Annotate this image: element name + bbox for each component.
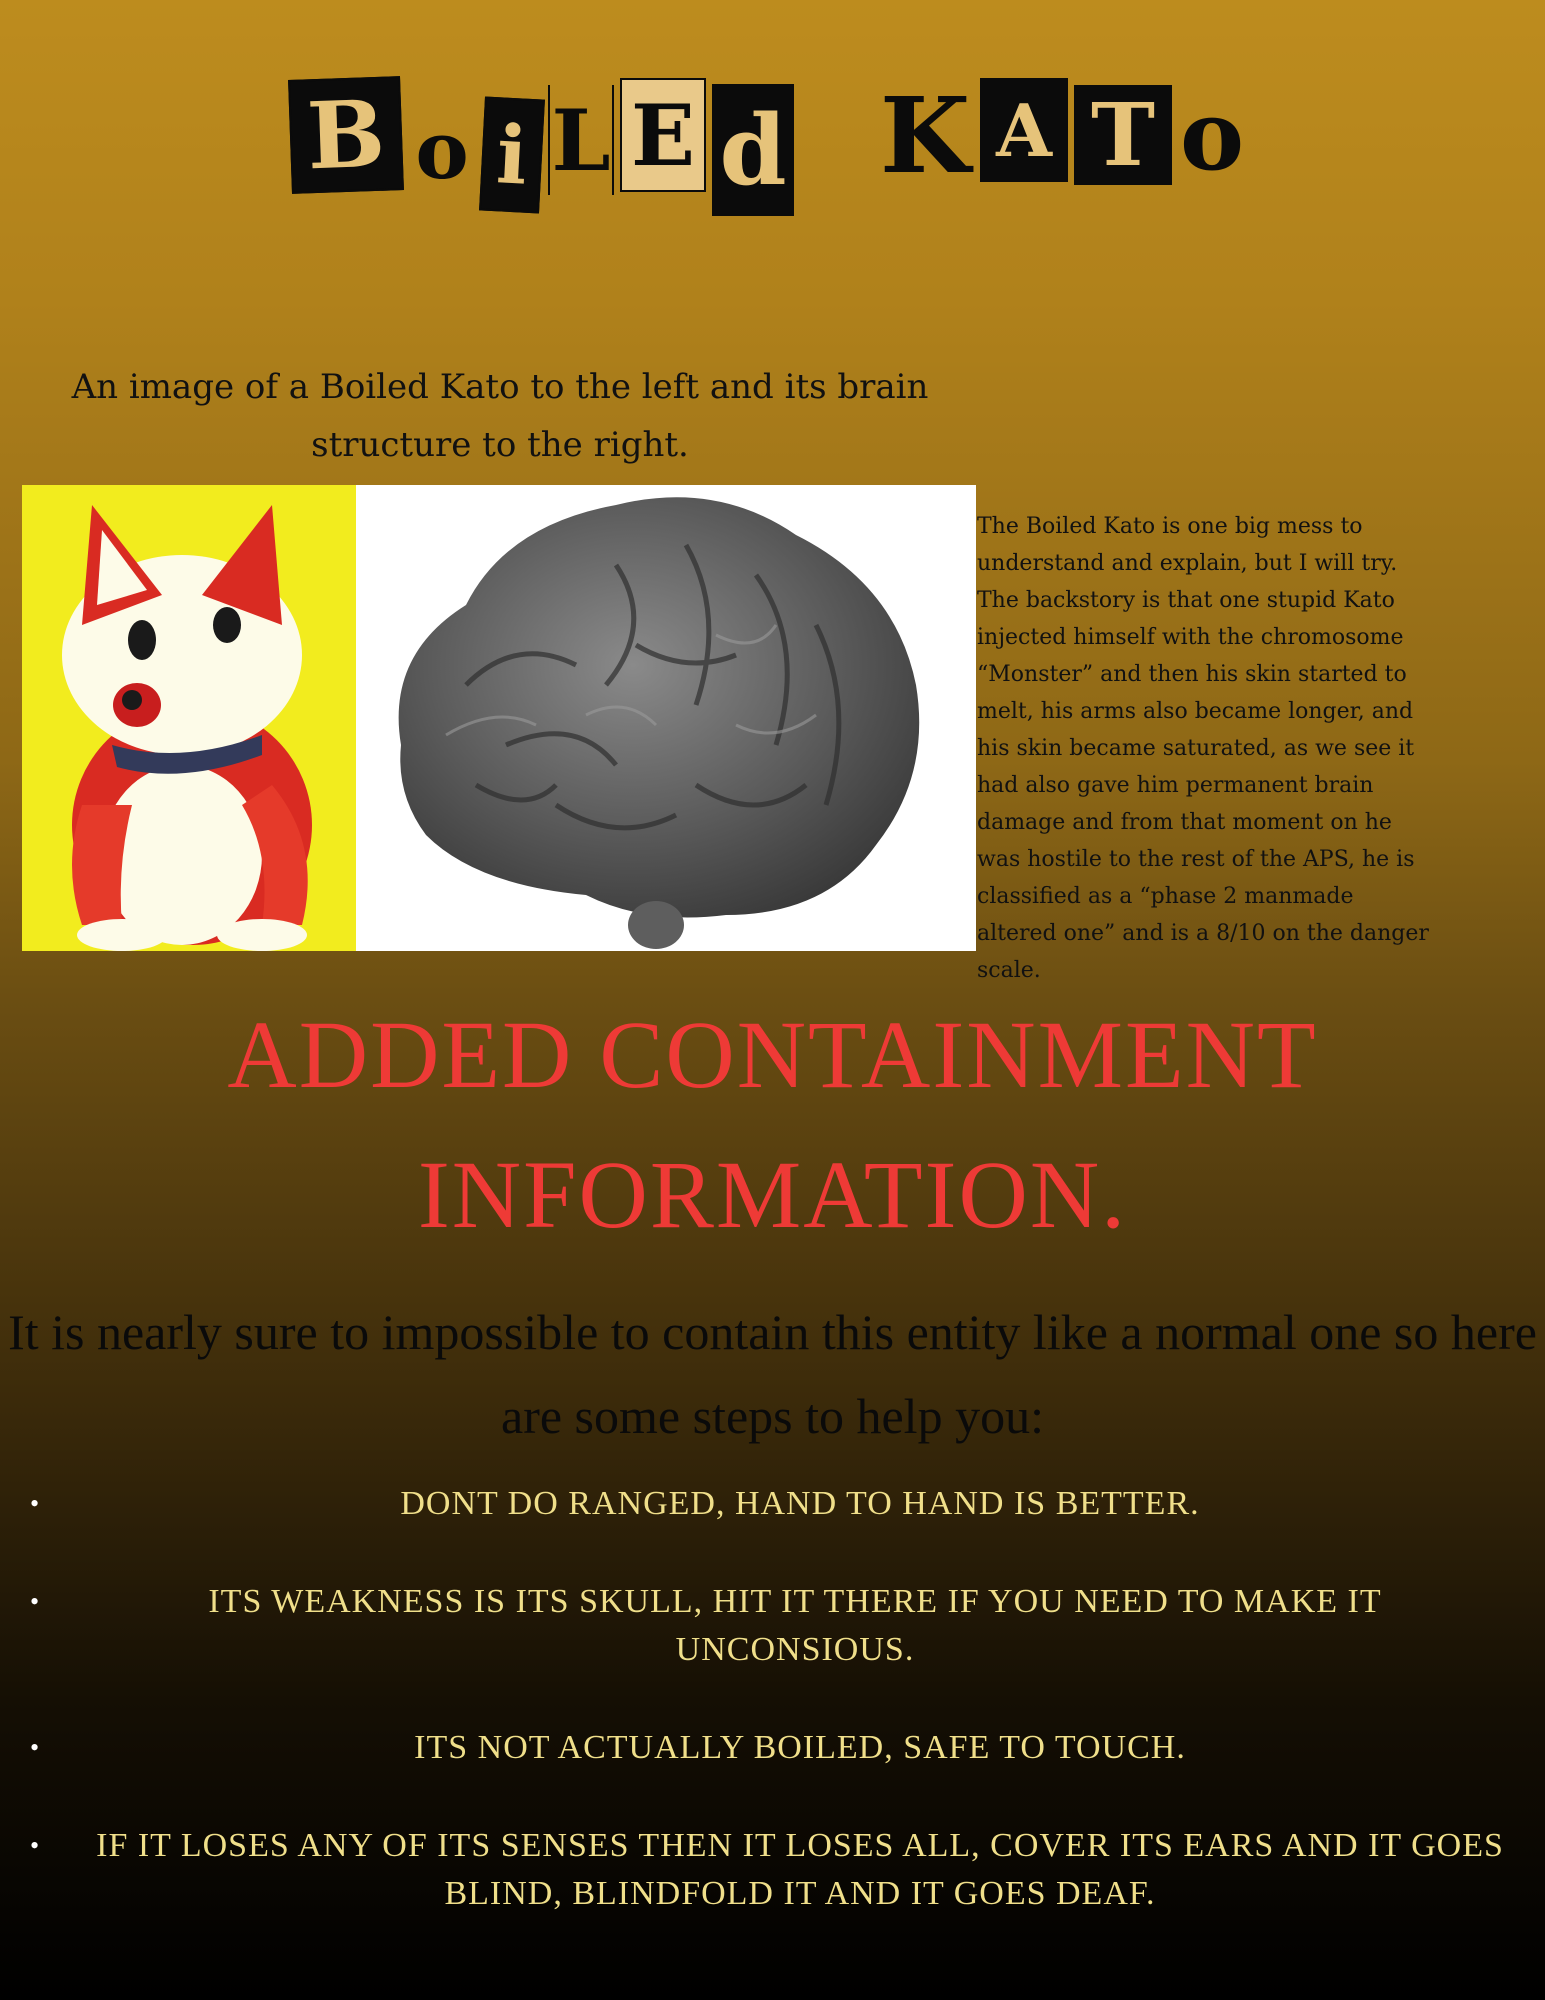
title-letter: E — [620, 78, 706, 192]
title-letter: A — [980, 78, 1068, 182]
list-item — [30, 1724, 1530, 1772]
list-item — [30, 1480, 1530, 1528]
title-letter: o — [1179, 78, 1245, 192]
containment-heading — [0, 985, 1545, 1265]
step-text: IF IT LOSES ANY OF ITS SENSES THEN IT LOSES ALL, COVER ITS EARS AND IT GOES BLIND, BLINDFOLD IT AND IT GOES DEAF. — [96, 1827, 1504, 1912]
step-text: ITS NOT ACTUALLY BOILED, SAFE TO TOUCH. — [414, 1729, 1186, 1766]
containment-steps — [30, 1480, 1530, 1918]
page-title — [290, 60, 1270, 210]
title-letter: T — [1074, 85, 1172, 185]
list-item — [30, 1578, 1530, 1674]
title-letter: o — [415, 103, 469, 197]
list-item — [30, 1822, 1530, 1918]
brain-structure-image — [356, 485, 976, 951]
title-letter: i — [479, 97, 545, 214]
image-caption: An image of a Boiled Kato to the left and its brain structure to the right. — [71, 367, 929, 465]
title-letter: B — [288, 76, 404, 194]
entity-description: The Boiled Kato is one big mess to understand and explain, but I will try. The backstory is that one stupid Kato injected himself with the chromosome “Monster” and then his skin started to melt, his arms also became longer, and his skin became saturated, as we see it had also gave him permanent brain damage and from that moment on he was hostile to the rest of the APS, he is classified as a “phase 2 manmade altered one” and is a 8/10 on the danger scale. — [977, 514, 1429, 983]
heading-line-1: ADDED CONTAINMENT — [227, 1001, 1318, 1108]
bullet-icon: • — [30, 1831, 41, 1860]
image-panel — [22, 485, 976, 951]
heading-line-2: INFORMATION. — [417, 1141, 1128, 1248]
title-letter: K — [879, 73, 971, 197]
bullet-icon: • — [30, 1733, 41, 1762]
boiled-kato-image — [22, 485, 356, 951]
step-text: DONT DO RANGED, HAND TO HAND IS BETTER. — [400, 1485, 1200, 1522]
title-letter: d — [712, 84, 794, 216]
containment-intro: It is nearly sure to impossible to contain this entity like a normal one so here are some steps to help you: — [8, 1304, 1537, 1444]
bullet-icon: • — [30, 1489, 41, 1518]
step-text: ITS WEAKNESS IS ITS SKULL, HIT IT THERE IF YOU NEED TO MAKE IT UNCONSIOUS. — [208, 1583, 1382, 1668]
bullet-icon: • — [30, 1587, 41, 1616]
title-letter: L — [548, 85, 614, 195]
